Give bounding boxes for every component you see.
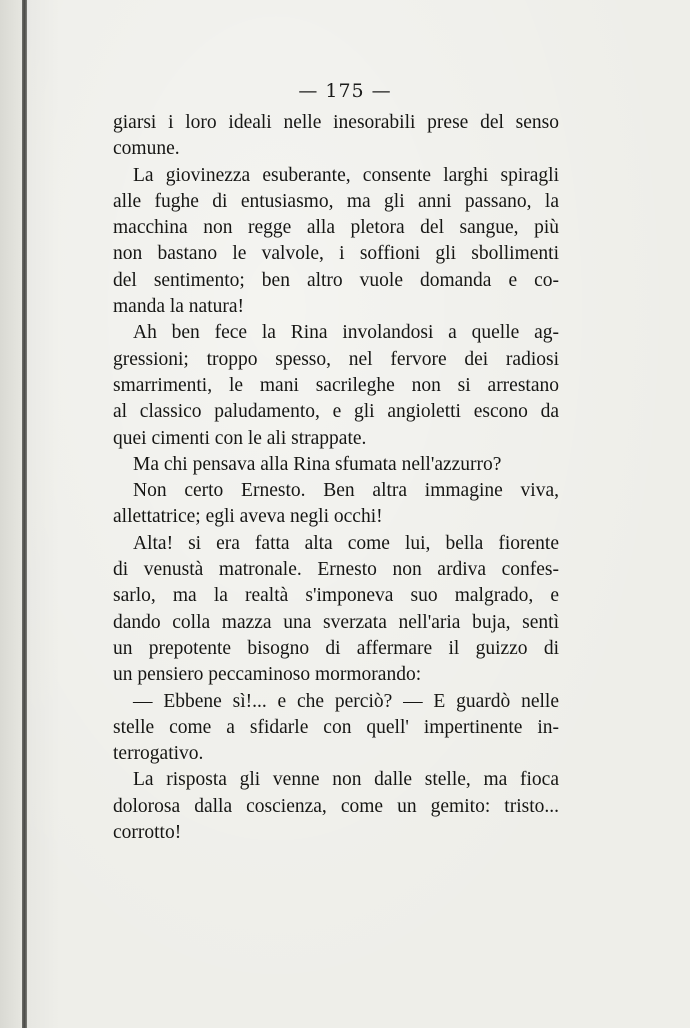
- body-text: [113, 110, 559, 846]
- text-line: corrotto!: [113, 822, 182, 844]
- text-line: stelle come a sfidarle con quell' impertinente in-: [113, 716, 559, 738]
- text-line: del sentimento; ben altro vuole domanda e co-: [113, 269, 559, 291]
- text-line: macchina non regge alla pletora del sangue, più: [113, 217, 559, 239]
- text-line: dolorosa dalla coscienza, come un gemito: tristo...: [113, 795, 559, 817]
- text-line: al classico paludamento, e gli angioletti escono da: [113, 401, 559, 423]
- text-line: Ma chi pensava alla Rina sfumata nell'azzurro?: [133, 453, 502, 475]
- text-line: un pensiero peccaminoso mormorando:: [113, 664, 422, 686]
- text-line: comune.: [113, 138, 180, 160]
- text-line: terrogativo.: [113, 743, 204, 765]
- text-line: sarlo, ma la realtà s'imponeva suo malgrado, e: [113, 585, 559, 607]
- text-line: manda la natura!: [113, 296, 245, 318]
- text-line: alle fughe di entusiasmo, ma gli anni passano, la: [113, 190, 559, 212]
- text-line: non bastano le valvole, i soffioni gli sbollimenti: [113, 243, 559, 265]
- text-line: un prepotente bisogno di affermare il guizzo di: [113, 637, 559, 659]
- text-line: di venustà matronale. Ernesto non ardiva confes-: [113, 559, 559, 581]
- text-line: allettatrice; egli aveva negli occhi!: [113, 506, 383, 528]
- text-line: — Ebbene sì!... e che perciò? — E guardò nelle: [133, 690, 559, 712]
- binding-edge: [22, 0, 27, 1028]
- page-number: — 175 —: [298, 80, 392, 102]
- text-line: quei cimenti con le ali strappate.: [113, 427, 367, 449]
- page-gutter: [0, 0, 22, 1028]
- text-line: La giovinezza esuberante, consente larghi spiragli: [133, 164, 559, 186]
- text-line: smarrimenti, le mani sacrileghe non si arrestano: [113, 374, 559, 396]
- text-line: dando colla mazza una sverzata nell'aria buja, sentì: [113, 611, 559, 633]
- text-line: giarsi i loro ideali nelle inesorabili prese del senso: [113, 112, 559, 133]
- text-line: Alta! si era fatta alta come lui, bella fiorente: [133, 532, 559, 554]
- text-line: Ah ben fece la Rina involandosi a quelle ag-: [133, 322, 559, 344]
- text-line: Non certo Ernesto. Ben altra immagine viva,: [133, 480, 559, 502]
- text-line: gressioni; troppo spesso, nel fervore dei radiosi: [113, 348, 559, 370]
- text-line: La risposta gli venne non dalle stelle, ma fioca: [133, 769, 559, 791]
